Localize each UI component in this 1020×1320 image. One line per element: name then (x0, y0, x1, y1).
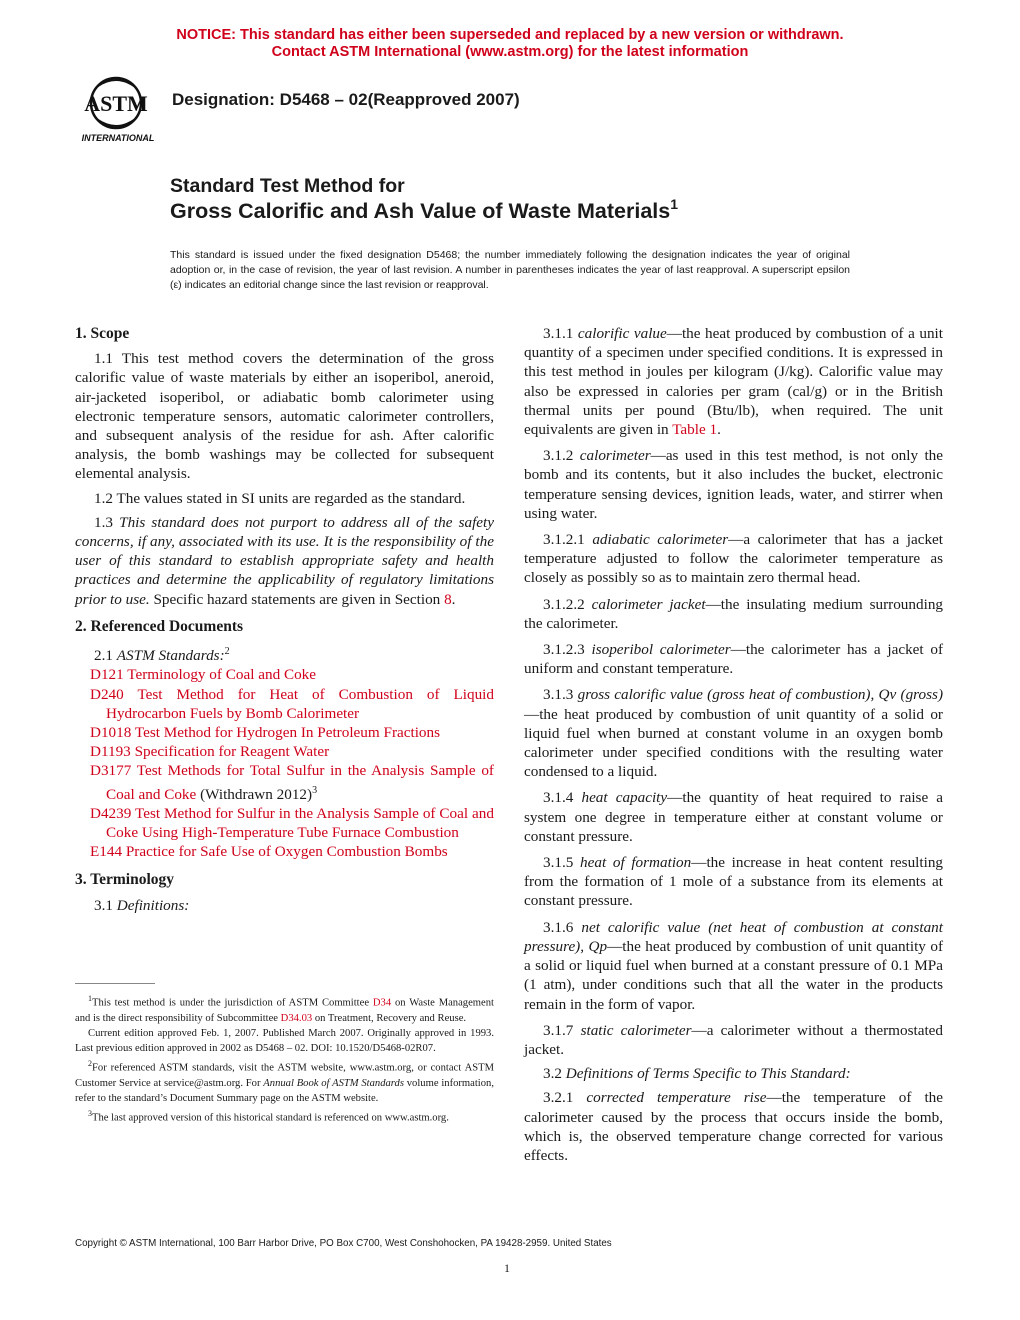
definition: —the insulating medium surrounding the calorimeter. (524, 595, 944, 632)
footnote-1-text-b: on Waste Management and is the direct responsibility of Subcommittee (75, 997, 494, 1024)
footnote-2-text-b: volume information, refer to the standard’s Document Summary page on the ASTM website. (75, 1078, 494, 1105)
para-1-3-num: 1.3 (94, 513, 120, 531)
term: gross calorific value (gross heat of combustion), Qv (gross) (577, 686, 943, 704)
notice-line-1: NOTICE: This standard has either been superseded and replaced by a new version or withdrawn. (176, 27, 844, 43)
footnote-1-marker: 1 (88, 994, 92, 1003)
num: 3.1.3 (543, 686, 578, 704)
table-1-link[interactable]: Table 1 (672, 421, 718, 439)
num: 3.1.2.2 (543, 595, 592, 613)
footnote-1 (75, 991, 494, 1026)
para-2-1-num: 2.1 (94, 647, 117, 665)
num: 3.2.1 (543, 1089, 587, 1107)
definition: —a calorimeter without a thermostated jacket. (524, 1021, 944, 1058)
ref-title[interactable]: Test Methods for Total Sulfur in the Analysis Sample of Coal and Coke (106, 762, 494, 803)
para-3-1 (75, 896, 494, 915)
footnote-1-text-c: on Treatment, Recovery and Reuse. (312, 1012, 467, 1024)
ref-title[interactable]: Specification for Reagent Water (130, 743, 330, 761)
footnote-2-marker: 2 (88, 1059, 92, 1069)
para-1-2: 1.2 The values stated in SI units are regarded as the standard. (94, 489, 466, 507)
footnote-2-text-a: For referenced ASTM standards, visit the ASTM website, www.astm.org, or contact ASTM Customer Service at service@astm.org. For (75, 1062, 494, 1090)
para-3-1-1 (524, 324, 943, 439)
footnote-3-marker: 3 (88, 1109, 92, 1119)
term: static calorimeter (580, 1021, 692, 1039)
definitions-label: Definitions: (116, 896, 190, 914)
para-3-2-1 (524, 1088, 943, 1165)
para-1-3-caveat: This standard does not purport to address all of the safety concerns, if any, associated with its use. It is the responsibility of the user of this standard to establish appropriate safety and health practices and determine the applicability of regulatory limitations prior to use. (75, 513, 495, 608)
para-1-3 (75, 513, 494, 609)
term: heat of formation (580, 854, 692, 872)
ref-d1018[interactable] (75, 723, 494, 742)
para-3-1-2 (524, 446, 943, 523)
ref-code[interactable]: D1193 (90, 743, 131, 761)
definition: —the heat produced by combustion of unit quantity of a solid or liquid fuel when burned at a constant pressure of 0.1 MPa (1 atm), under conditions such that all the water in the products remain in the form of vapor. (524, 937, 943, 1013)
title-main: Gross Calorific and Ash Value of Waste Materials (170, 199, 671, 223)
ref-d3177[interactable] (75, 761, 494, 803)
ref-code[interactable]: D240 (90, 685, 124, 703)
subcommittee-d34-03-link[interactable]: D34.03 (280, 1012, 313, 1024)
footnote-1-edition: Current edition approved Feb. 1, 2007. Published March 2007. Originally approved in 1993. Last previous edition approved in 2002 as D5468 – 02. DOI: 10.1520/D5468-02R07. (75, 1027, 494, 1055)
ref-code[interactable]: D1018 (90, 723, 132, 741)
end: . (717, 421, 721, 439)
ref-d1193[interactable] (75, 742, 494, 761)
designation: Designation: D5468 – 02(Reapproved 2007) (172, 90, 520, 109)
astm-logo (68, 76, 164, 146)
ref-title[interactable]: Practice for Safe Use of Oxygen Combustion Bombs (122, 843, 448, 861)
footnote-3-ref[interactable]: 3 (312, 784, 318, 796)
term: calorific value (577, 325, 667, 342)
para-3-1-2-1 (524, 530, 943, 588)
footnote-2 (75, 1056, 494, 1106)
para-3-1-4 (524, 788, 943, 846)
term: net calorific value (net heat of combustion at constant pressure), Qp (524, 918, 944, 955)
title-footnote-ref[interactable]: 1 (670, 196, 679, 212)
para-3-1-5 (524, 853, 943, 911)
ref-d4239[interactable] (75, 804, 494, 842)
ref-code[interactable]: D121 (90, 666, 124, 684)
ref-d121[interactable] (75, 665, 494, 684)
ref-e144[interactable] (75, 842, 494, 861)
term: adiabatic calorimeter (592, 531, 729, 549)
definition: —as used in this test method, is not only the bomb and its contents, but it also includes the bucket, electronic temperature sensing devices, ignition leads, water, and stirrer when using water. (524, 447, 944, 522)
num: 3.1.1 (543, 325, 578, 342)
ref-d240[interactable] (75, 685, 494, 723)
definition: —the heat produced by combustion of a unit quantity of a specimen under specified conditions. It is expressed in this test method in joules per kilogram (J/kg). Calorific value may also be expressed in calories per gram (cal/g) or in the British thermal units per pound (Btu/lb), when required. The unit equivalents are given in (524, 325, 943, 439)
para-1-3-tail: Specific hazard statements are given in Section (149, 590, 445, 608)
definition: —the quantity of heat required to raise a system one degree in temperature either at constant volume or constant pressure. (524, 789, 944, 845)
num: 3.1.6 (543, 918, 582, 936)
para-1-1: 1.1 This test method covers the determination of the gross calorific value of waste materials by either an isoperibol, aneroid, air-jacketed isoperibol, or adiabatic bomb calorimeter using electronic temperature sensors, automatic calorimeter controllers, and subsequent analysis of the residue for ash. After calorific analysis, the bomb washings may be collected for subsequent elemental analysis. (75, 350, 494, 483)
num: 3.1.4 (543, 789, 582, 807)
ref-title[interactable]: Test Method for Sulfur in the Analysis Sample of Coal and Coke Using High-Temperature Tube Furnace Combustion (106, 804, 494, 841)
ref-code[interactable]: D3177 (90, 762, 132, 780)
title-line-1: Standard Test Method for (170, 175, 405, 197)
term: calorimeter (579, 447, 651, 465)
num: 3.1.2.1 (543, 531, 593, 549)
term: calorimeter jacket (591, 595, 706, 613)
term: isoperibol calorimeter (591, 641, 731, 659)
issued-note: This standard is issued under the fixed designation D5468; the number immediately following the designation indicates the year of original adoption or, in the case of revision, the year of last revision. A number in parentheses indicates the year of last reapproval. A superscript epsilon (ε) indicates an editorial change since the last revision or reapproval. (170, 249, 850, 291)
ref-withdrawn-note: (Withdrawn 2012) (196, 785, 313, 803)
footnote-2-ref[interactable]: 2 (224, 646, 230, 658)
ref-title[interactable]: Terminology of Coal and Coke (123, 666, 317, 684)
section-3-heading: 3. Terminology (75, 871, 175, 889)
num: 3.1.2 (543, 447, 580, 465)
section-1-heading: 1. Scope (75, 325, 130, 342)
num: 3.1.7 (543, 1021, 581, 1039)
footnote-2-annual-book: Annual Book of ASTM Standards (263, 1078, 404, 1090)
para-3-1-2-2 (524, 595, 943, 633)
right-column (524, 324, 943, 1170)
ref-title[interactable]: Test Method for Hydrogen In Petroleum Fractions (131, 723, 441, 741)
para-3-1-2-3 (524, 640, 943, 678)
footnote-3 (75, 1106, 494, 1126)
logo-subtitle: INTERNATIONAL (81, 133, 155, 143)
section-2-heading: 2. Referenced Documents (75, 617, 244, 635)
withdrawal-notice (0, 27, 1020, 61)
definition: —the increase in heat content resulting from the formation of 1 mole of a substance from its elements at constant pressure. (524, 854, 944, 910)
astm-standards-label: ASTM Standards: (116, 647, 225, 665)
ref-code[interactable]: D4239 (90, 804, 132, 822)
para-3-1-7 (524, 1021, 943, 1059)
para-2-1 (75, 642, 494, 665)
left-column (75, 324, 494, 920)
para-3-2 (524, 1064, 943, 1083)
committee-d34-link[interactable]: D34 (372, 997, 392, 1009)
para-3-1-6 (524, 918, 943, 1014)
para-3-1-3 (524, 685, 943, 781)
num: 3.1.5 (543, 854, 581, 872)
definitions-specific-label: Definitions of Terms Specific to This Standard: (565, 1065, 851, 1083)
term: corrected temperature rise (586, 1089, 767, 1107)
num: 3.2 (543, 1065, 566, 1083)
definition: —a calorimeter that has a jacket temperature adjusted to follow the calorimeter temperature as closely as possibly so as to maintain zero thermal head. (524, 531, 944, 587)
definition: —the calorimeter has a jacket of uniform and constant temperature. (524, 641, 944, 678)
term: heat capacity (581, 789, 668, 807)
num: 3.1.2.3 (543, 641, 592, 659)
copyright: Copyright © ASTM International, 100 Barr Harbor Drive, PO Box C700, West Conshohocken, PA 19428-2959. United States (75, 1238, 612, 1249)
notice-line-2: Contact ASTM International (www.astm.org) for the latest information (271, 44, 749, 60)
footnote-3-text: The last approved version of this historical standard is referenced on www.astm.org. (92, 1113, 449, 1125)
title-line-2 (170, 196, 679, 224)
logo-letters: ASTM (84, 91, 148, 116)
section-8-link[interactable]: 8 (444, 590, 452, 608)
footnote-1-text-a: This test method is under the jurisdiction of ASTM Committee (92, 997, 373, 1009)
footnote-divider (75, 983, 155, 984)
para-3-1-num: 3.1 (94, 896, 117, 914)
ref-title[interactable]: Test Method for Heat of Combustion of Liquid Hydrocarbon Fuels by Bomb Calorimeter (106, 685, 494, 722)
footnotes (75, 991, 494, 1126)
definition: —the heat produced by combustion of unit quantity of a solid or liquid fuel when burned at constant volume in an oxygen bomb calorimeter under specified conditions with the resulting water condensed to a liquid. (524, 705, 943, 781)
definition: —the temperature of the calorimeter caused by the process that occurs inside the bomb, which is, the observed temperature change corrected for various effects. (524, 1089, 944, 1164)
para-1-3-end: . (451, 590, 456, 608)
page-number: 1 (504, 1261, 510, 1275)
ref-code[interactable]: E144 (90, 843, 123, 861)
